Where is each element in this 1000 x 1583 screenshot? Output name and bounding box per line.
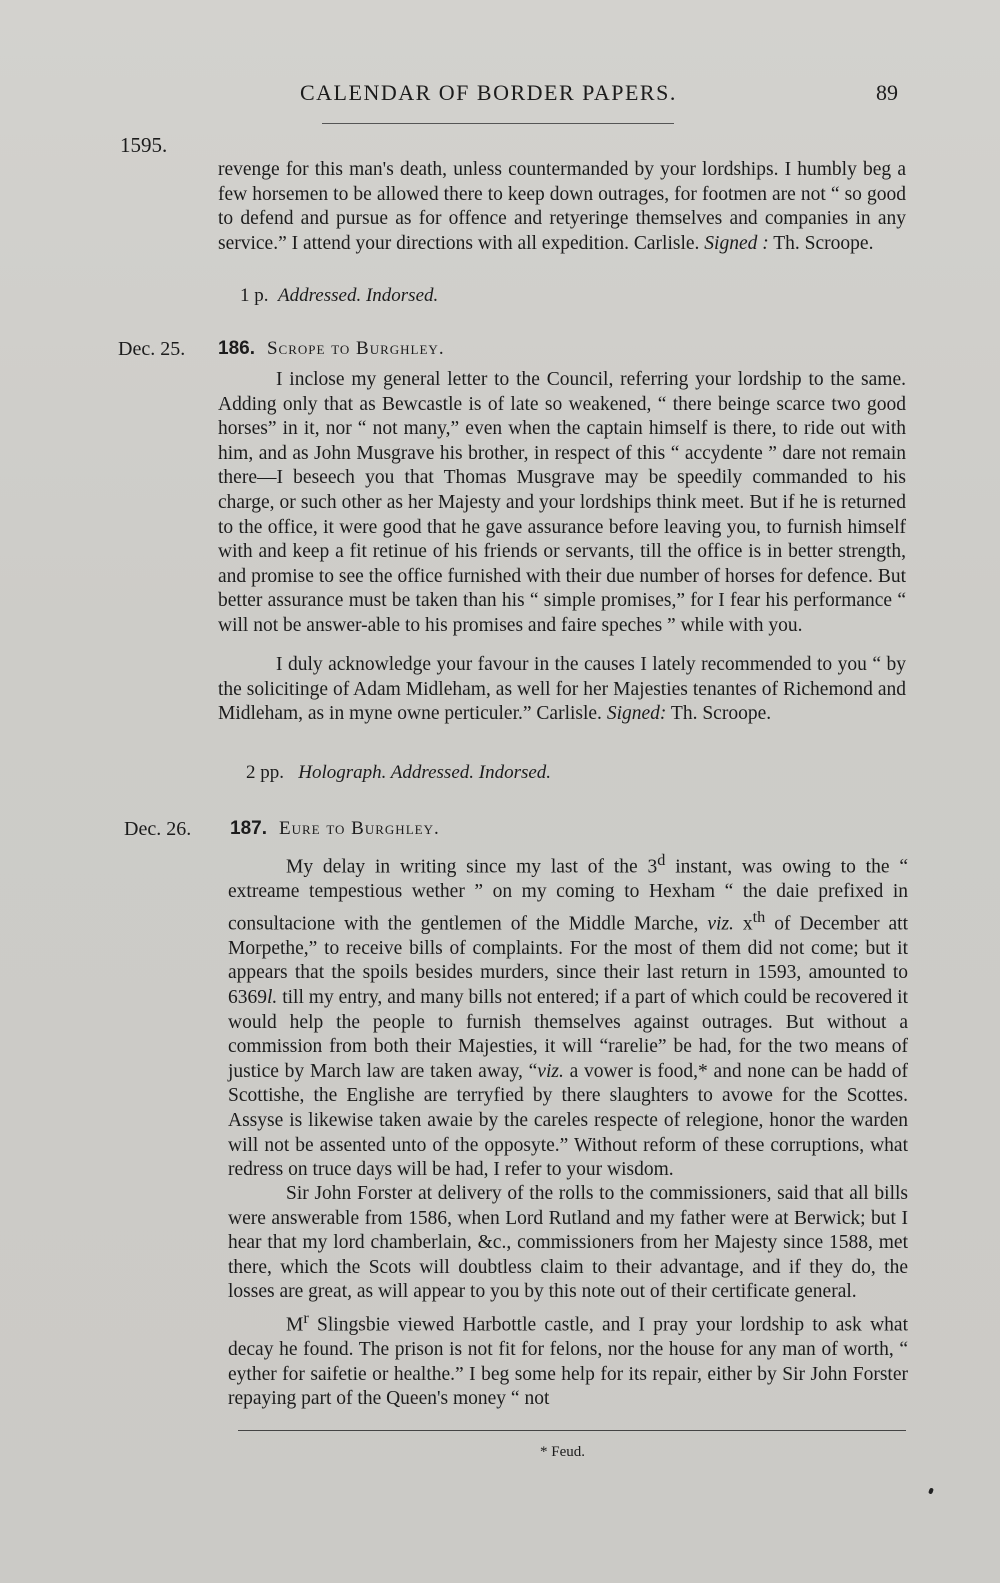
entry-186-endnote (246, 762, 551, 784)
entry-187-p1-d: of December att Morpethe,” to receive bills of complaints. For the most of them did not come; but it appears that the spoils besides murders, since their last return in 1593, amounted to 6369 (228, 913, 909, 1008)
entry-186-paragraph-2-text: I duly acknowledge your favour in the causes I lately recommended to you “ by the solicitinge of Adam Midleham, as well for her Majesties tenantes of Richemond and Midleham, as in myne owne perticuler.” Carlisle. (218, 654, 906, 725)
opening-signed-label: Signed : (704, 232, 769, 254)
entry-186-title: Scrope to Burghley. (266, 338, 445, 359)
entry-187-p1-f: a vower is food,* and none can be hadd of Scottishe, the Englishe are terryfied by there slaughters to avowe for the Scottes. Assyse is likewise taken awaie by the careles respecte of relegione, honor the warden will not be assented unto of the opposyte.” Without reform of these corruptions, what redress on truce days will be had, I refer to your wisdom. (228, 1060, 908, 1181)
entry-187-p1-viz2: viz. (537, 1060, 564, 1082)
entry-187-p1-l: l. (267, 986, 278, 1008)
entry-187-p1-sup2: th (752, 907, 766, 926)
entry-186-note-pages: 2 pp. (246, 762, 284, 783)
entry-186-date: Dec. 25. (118, 338, 186, 360)
opening-signer: Th. Scroope. (773, 232, 874, 254)
entry-186-paragraph-1: I inclose my general letter to the Council, referring your lordship to the same. Adding only that as Bewcastle is of late so weakened, “ there beinge scarce two good horses” in it, nor “ not many,” even when the captain himself is there, to ride out with him, and as John Musgrave his brother, in respect of this “ accydente ” dare not remain there—I beseech you that Thomas Musgrave may be speedily commanded to his charge, or such other as her Majesty and your lordships think meet. But if he is returned to the office, it were good that he gave assurance before leaving you, to furnish himself with and keep a fit retinue of his friends or servants, till the office is in better strength, and promise to see the office furnished with their due number of horses for defence. But better assurance must be taken than his “ simple promises,” for I fear his performance “ will not be answer-able to his promises and faire speches ” while with you. (218, 369, 906, 636)
ink-fleck (928, 1487, 934, 1494)
entry-187-paragraph-1 (228, 848, 908, 1183)
entry-187-p1-e: till my entry, and many bills not entered; if a part of which could be recovered it would help the people to furnish themselves against outrages. But without a commission from both their Majesties, it will “rarelie” be had, for the two means of justice by March law are taken away, “ (228, 986, 908, 1082)
opening-text: revenge for this man's death, unless countermanded by your lordships. I humbly beg a few horsemen to be allowed there to keep down outrages, for footmen are not “ so good to defend and pursue as for offence and retyeringe themselves and companies in any service.” I attend your directions with all expedition. Carlisle. (218, 159, 906, 254)
entry-187-date: Dec. 26. (124, 818, 192, 840)
entry-187-paragraph-3 (228, 1306, 908, 1412)
opening-paragraph (218, 158, 906, 256)
footnote: * Feud. (540, 1444, 585, 1460)
opening-note-desc: Addressed. Indorsed. (278, 285, 439, 306)
opening-note-pages: 1 p. (240, 285, 269, 306)
entry-187-p1-sup1: d (657, 851, 666, 869)
entry-187-heading (230, 818, 440, 840)
footnote-rule (238, 1430, 906, 1431)
entry-186-note-desc: Holograph. Addressed. Indorsed. (298, 762, 552, 783)
page-number: 89 (876, 80, 898, 105)
header-rule (322, 123, 674, 124)
entry-187-number: 187. (230, 818, 267, 839)
entry-187-paragraph-2: Sir John Forster at delivery of the rolls to the commissioners, said that all bills were answerable from 1586, when Lord Rutland and my father were at Berwick; but I hear that my lord chamberlain, &c., commissioners from her Majesty since 1588, met there, which the Scots will doubtless claim to their advantage, and if they do, the losses are great, as will appear to you by this note out of their certificate general. (228, 1183, 908, 1303)
entry-186-number: 186. (218, 338, 255, 359)
running-title: CALENDAR OF BORDER PAPERS. (300, 80, 677, 105)
entry-186-paragraph-2 (218, 653, 906, 727)
entry-187-p1-viz1: viz. (707, 913, 734, 935)
entry-187-p1-b: instant, was owing to the “ extreame tempestious wether ” on my coming to Hexham “ the daie prefixed in consultacione with the gentlemen of the Middle Marche, (228, 856, 908, 935)
entry-187-title: Eure to Burghley. (278, 818, 440, 839)
entry-186-signer: Th. Scroope. (670, 703, 772, 725)
margin-year: 1595. (120, 133, 168, 157)
entry-186-signed-label: Signed: (606, 703, 667, 725)
entry-187-p3-mr-sup: r (303, 1309, 309, 1327)
entry-187-p1-c: x (733, 913, 753, 935)
entry-187-p3-text: Slingsbie viewed Harbottle castle, and I pray your lordship to ask what decay he found. The prison is not fit for felons, nor the house for any man of worth, “ eyther for saifetie or healthe.” I beg some help for its repair, either by Sir John Forster repaying part of the Queen's money “ not (228, 1314, 908, 1410)
entry-186-heading (218, 338, 445, 360)
entry-187-p3-mr: M (286, 1314, 304, 1336)
entry-187-p1-a: My delay in writing since my last of the 3 (286, 856, 658, 878)
opening-endnote (240, 285, 438, 307)
